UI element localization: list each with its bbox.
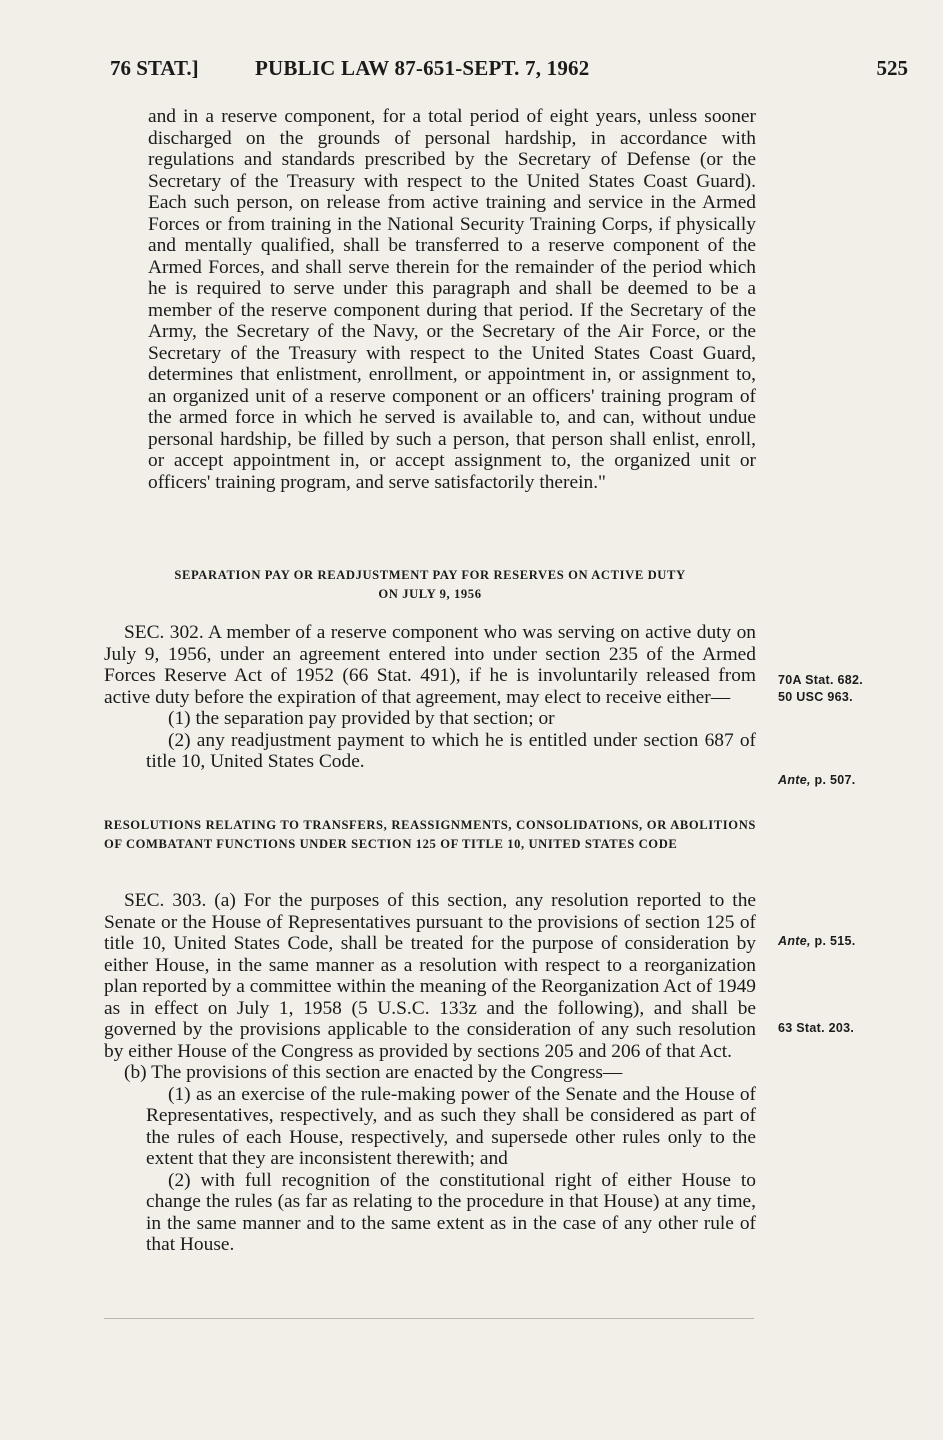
stat-volume: 76 STAT.] (110, 56, 199, 80)
margin-note-ante-515-page: p. 515. (814, 934, 856, 948)
sec302-body (104, 622, 756, 773)
continuation-paragraph (148, 106, 756, 493)
sec303-para-b: (b) The provisions of this section are enacted by the Congress— (124, 1062, 623, 1083)
page-number: 525 (876, 56, 908, 80)
page-header (110, 56, 910, 86)
sec303-body (104, 890, 756, 1256)
margin-note-ante-515 (778, 933, 856, 950)
sec303-item-1: (1) as an exercise of the rule-making power of the Senate and the House of Representatives, respectively, and as such they shall be considered as part of the rules of each House, respectively, and supersede other rules only to the extent that they are inconsistent therewith; and (146, 1083, 756, 1169)
sec302-heading-line2: ON JULY 9, 1956 (378, 587, 482, 601)
margin-note-ante-word: Ante, (778, 773, 811, 787)
margin-note-ante-515-word: Ante, (778, 934, 811, 948)
sec303-para-a: SEC. 303. (a) For the purposes of this section, any resolution reported to the Senate or the House of Representatives pursuant to the provisions of section 125 of title 10, United States Code, shall be treated for the purpose of consideration by either House, in the same manner as a resolution with respect to a reorganization plan reported by a committee within the meaning of the Reorganization Act of 1949 as in effect on July 1, 1958 (5 U.S.C. 133z and the following), and shall be governed by the provisions applicable to the consideration of any such resolution by either House of the Congress as provided by sections 205 and 206 of that Act. (104, 890, 756, 1062)
sec302-heading-line1: SEPARATION PAY OR READJUSTMENT PAY FOR RESERVES ON ACTIVE DUTY (174, 568, 686, 582)
sec302-intro: SEC. 302. A member of a reserve component who was serving on active duty on July 9, 1956, under an agreement entered into under section 235 of the Armed Forces Reserve Act of 1952 (66 Stat. 491), if he is involuntarily released from active duty before the expiration of that agreement, may elect to receive either— (104, 622, 756, 708)
margin-note-70a-stat-line1: 70A Stat. 682. (778, 673, 864, 687)
sec302-heading (104, 566, 756, 604)
margin-note-ante-507 (778, 772, 856, 789)
margin-note-63-stat: 63 Stat. 203. (778, 1021, 855, 1035)
margin-note-70a-stat (778, 672, 863, 706)
continuation-text: and in a reserve component, for a total period of eight years, unless sooner discharged on the grounds of personal hardship, in accordance with regulations and standards prescribed by the Secretary of Defense (or the Secretary of the Treasury with respect to the United States Coast Guard). Each such person, on release from active training and service in the Armed Forces or from training in the National Security Training Corps, if physically and mentally qualified, shall be transferred to a reserve component of the Armed Forces, and shall serve therein for the remainder of the period which he is required to serve under this paragraph and shall be deemed to be a member of the reserve component during that period. If the Secretary of the Army, the Secretary of the Navy, or the Secretary of the Air Force, or the Secretary of the Treasury with respect to the United States Coast Guard, determines that enlistment, enrollment, or appointment in, or assignment to, an organized unit of a reserve component or an officers' training program of the armed force in which he served is available to, and can, without undue personal hardship, be filled by such a person, that person shall enlist, enroll, or accept appointment in, or accept assignment to, the organized unit or officers' training program, and serve satisfactorily therein." (148, 106, 756, 493)
margin-note-50-usc-line2: 50 USC 963. (778, 690, 853, 704)
running-title: PUBLIC LAW 87-651-SEPT. 7, 1962 (255, 56, 590, 80)
sec303-item-2: (2) with full recognition of the constitutional right of either House to change the rules (as far as relating to the procedure in that House) at any time, in the same manner and to the same extent as in the case of any other rule of that House. (146, 1169, 756, 1255)
sec303-heading: RESOLUTIONS RELATING TO TRANSFERS, REASSIGNMENTS, CONSOLIDATIONS, OR ABOLITIONS OF COMBATANT FUNCTIONS UNDER SECTION 125 OF TITLE 10, UNITED STATES CODE (104, 818, 756, 851)
bottom-rule (104, 1318, 754, 1319)
margin-note-ante-page: p. 507. (814, 773, 856, 787)
sec302-item-2: (2) any readjustment payment to which he is entitled under section 687 of title 10, United States Code. (146, 729, 756, 772)
sec302-item-1: (1) the separation pay provided by that section; or (168, 708, 555, 729)
